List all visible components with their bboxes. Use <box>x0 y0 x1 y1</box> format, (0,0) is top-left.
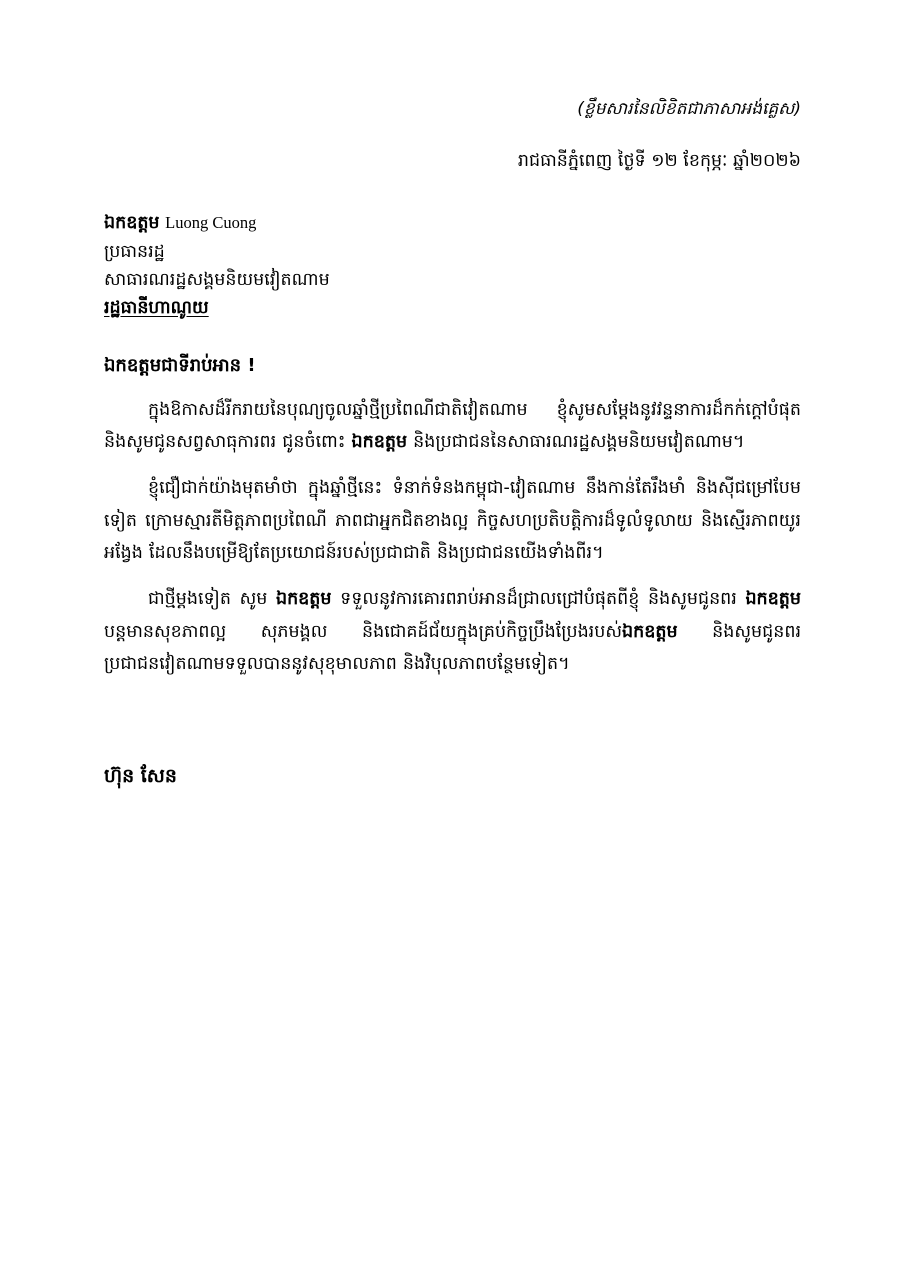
header-note-text: (ខ្លឹមសារនៃលិខិតជាភាសាអង់គ្លេស) <box>577 99 801 119</box>
text-run: ក្នុងឱកាសដ៏រីករាយនៃបុណ្យចូលឆ្នាំថ្មីប្រពៃណីជាតិវៀតណាម ខ្ញុំសូមសម្តែងនូវវន្ទនាការដ៏កក់ក្តៅបំផុត និងសូមជូនសព្វសាធុការពរ ជូនចំពោះ <box>104 399 801 452</box>
text-run: ទទួលនូវការគោរពរាប់អានដ៏ជ្រាលជ្រៅបំផុតពីខ្ញុំ និងសូមជូនពរ <box>331 589 746 610</box>
text-run: ខ្ញុំជឿជាក់យ៉ាងមុតមាំថា ក្នុងឆ្នាំថ្មីនេះ ទំនាក់ទំនងកម្ពុជា-វៀតណាម នឹងកាន់តែរឹងមាំ និងសុីជម្រៅបែមទៀត ក្រោមស្មារតីមិត្តភាពប្រពៃណី ភាពជាអ្នកជិតខាងល្អ កិច្ចសហប្រតិបត្តិការដ៏ទូលំទូលាយ និងស្មើរភាពយូរអង្វែង ដែលនឹងបម្រើឱ្យតែប្រយោជន៍របស់ប្រជាជាតិ និងប្រជាជនយើងទាំងពីរ។ <box>104 478 801 564</box>
emphasis-run: ឯកឧត្តម <box>351 431 408 452</box>
addressee-title-line1: ប្រធានរដ្ឋ <box>104 241 165 262</box>
body-paragraph <box>104 394 801 459</box>
salutation: ឯកឧត្តមជាទីរាប់អាន ! <box>104 354 256 376</box>
addressee-name-line <box>104 209 801 237</box>
body-paragraph <box>104 472 801 569</box>
emphasis-run: ឯកឧត្តម <box>275 589 332 610</box>
signature-name: ហ៊ុន សែន <box>104 764 177 787</box>
emphasis-run: ឯកឧត្តម <box>622 621 678 642</box>
text-run: និងប្រជាជននៃសាធារណរដ្ឋសង្គមនិយមវៀតណាម។ <box>407 431 745 452</box>
body-paragraphs <box>104 394 801 681</box>
text-run: បន្តមានសុខភាពល្អ សុភមង្គល និងជោគដ៍ជ័យក្នុងគ្រប់កិច្ចប្រឹងប្រែងរបស់ <box>104 621 623 642</box>
text-run: និងសូមជូនពរ ប្រជាជនវៀតណាមទទួលបាននូវសុខុមាលភាព និងវិបុលភាពបន្ថែមទៀត។ <box>104 621 801 675</box>
body-paragraph <box>104 583 801 680</box>
text-run: ជាថ្មីម្តងទៀត សូម <box>148 589 276 610</box>
addressee-name-latin: Luong Cuong <box>165 213 257 233</box>
dateline: រាជធានីភ្នំពេញ ថ្ងៃទី ១២ ខែកុម្ភៈ ឆ្នាំ២០២៦ <box>517 151 801 172</box>
emphasis-run: ឯកឧត្តម <box>745 589 801 610</box>
addressee-name-khmer: ឯកឧត្តម <box>104 213 160 234</box>
addressee-place: រដ្ឋធានីហាណូយ <box>104 298 209 319</box>
addressee-block <box>104 209 801 322</box>
header-note <box>104 96 801 123</box>
addressee-title-line2: សាធារណរដ្ឋសង្គមនិយមវៀតណាម <box>104 269 330 290</box>
